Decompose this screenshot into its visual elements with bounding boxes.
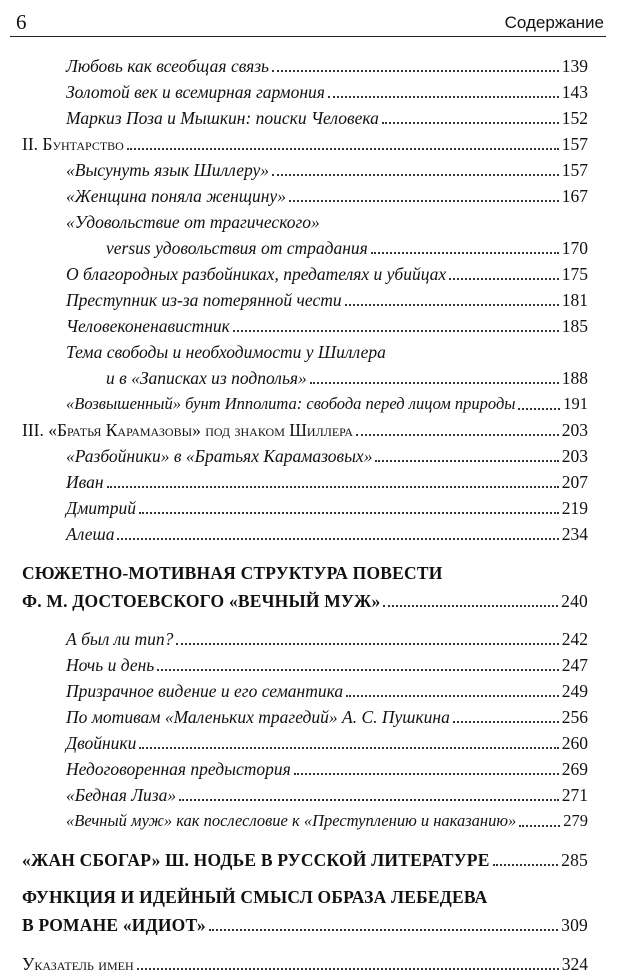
toc-entry-page: 170 (561, 238, 588, 258)
toc-entry-page: 249 (561, 681, 588, 701)
toc-entry-title: «Высунуть язык Шиллеру» (66, 160, 270, 180)
toc-entry-page: 219 (561, 498, 588, 518)
toc-entry (66, 780, 588, 806)
toc-entry-page: 207 (561, 472, 588, 492)
toc-entry (106, 363, 588, 389)
leader-dots (493, 864, 559, 866)
leader-dots (345, 304, 559, 306)
toc-part-entry (22, 415, 588, 441)
toc-entry-title: В РОМАНЕ «ИДИОТ» (22, 915, 206, 935)
running-title: Содержание (504, 13, 604, 32)
leader-dots (157, 669, 559, 671)
toc-entry-title: II. Бунтарство (22, 134, 124, 154)
page-header (10, 6, 606, 37)
leader-dots (518, 408, 560, 410)
leader-dots (519, 825, 560, 827)
toc-entry (66, 806, 588, 832)
toc-entry-title: Указатель имен (22, 954, 134, 974)
toc-entry-title: versus удовольствия от страдания (106, 238, 368, 258)
toc-entry-title: Двойники (66, 733, 137, 753)
toc-entry-title: «Женщина поняла женщину» (66, 186, 286, 206)
toc-entry-page: 203 (561, 446, 588, 466)
leader-dots (310, 382, 559, 384)
toc-part-entry (22, 129, 588, 155)
toc-entry-page: 157 (561, 134, 588, 154)
toc-entry (66, 285, 588, 311)
leader-dots (328, 96, 559, 98)
toc-entry-title: Человеконенавистник (66, 316, 230, 336)
toc-entry-title: Недоговоренная предыстория (66, 759, 291, 779)
leader-dots (356, 434, 559, 436)
leader-dots (209, 929, 558, 931)
toc-entry-page: 157 (561, 160, 588, 180)
toc-index-entry (22, 949, 588, 975)
toc-entry-title: Призрачное видение и его семантика (66, 681, 344, 701)
toc-entry-line1: «Удовольствие от трагического» (66, 212, 320, 232)
toc-entry (66, 441, 588, 467)
toc-entry-title: Ночь и день (66, 655, 155, 675)
leader-dots (139, 747, 558, 749)
toc-entry-line1: Тема свободы и необходимости у Шиллера (66, 342, 386, 362)
toc-entry-page: 175 (561, 264, 588, 284)
leader-dots (346, 695, 559, 697)
toc-entry-page: 247 (561, 655, 588, 675)
toc-entry (66, 702, 588, 728)
toc-entry (66, 155, 588, 181)
toc-entry-page: 234 (561, 524, 588, 544)
toc-entry-title: «Разбойники» в «Братьях Карамазовых» (66, 446, 373, 466)
leader-dots (127, 148, 559, 150)
toc-entry (66, 467, 588, 493)
toc-entry-title: А был ли тип? (66, 629, 174, 649)
section-heading-line1: СЮЖЕТНО-МОТИВНАЯ СТРУКТУРА ПОВЕСТИ (22, 563, 443, 583)
page-number: 6 (16, 10, 27, 34)
toc-entry-title: и в «Записках из подполья» (106, 368, 307, 388)
section-heading-line1: ФУНКЦИЯ И ИДЕЙНЫЙ СМЫСЛ ОБРАЗА ЛЕБЕДЕВА (22, 887, 488, 907)
toc-entry-page: 191 (563, 394, 588, 413)
toc-entry-page: 285 (561, 850, 588, 870)
toc-entry (66, 103, 588, 129)
toc-entry (66, 51, 588, 77)
toc-entry (66, 650, 588, 676)
toc-entry-title: Золотой век и всемирная гармония (66, 82, 325, 102)
leader-dots (137, 968, 559, 970)
leader-dots (383, 605, 558, 607)
toc-entry-title: Любовь как всеобщая связь (66, 56, 270, 76)
toc-entry (66, 493, 588, 519)
toc-entry-page: 203 (561, 420, 588, 440)
toc-entry (66, 624, 588, 650)
leader-dots (375, 460, 558, 462)
toc-entry-title: III. «Братья Карамазовы» под знаком Шиллера (22, 420, 353, 440)
toc-entry (66, 77, 588, 103)
toc-entry-page: 309 (561, 915, 588, 935)
toc-entry-page: 167 (561, 186, 588, 206)
toc-entry (66, 389, 588, 415)
toc-entry-title: О благородных разбойниках, предателях и убийцах (66, 264, 447, 284)
toc-entry-page: 185 (561, 316, 588, 336)
toc-section-entry (22, 910, 588, 936)
toc-entry-page: 240 (561, 591, 588, 611)
leader-dots (179, 799, 559, 801)
toc-entry (66, 519, 588, 545)
leader-dots (289, 200, 559, 202)
toc-entry-title: По мотивам «Маленьких трагедий» А. С. Пушкина (66, 707, 450, 727)
toc-section-entry (22, 845, 588, 871)
toc-entry-page: 188 (561, 368, 588, 388)
toc-entry-title: Преступник из-за потерянной чести (66, 290, 342, 310)
leader-dots (371, 252, 559, 254)
toc-entry-title: «Вечный муж» как послесловие к «Преступлению и наказанию» (66, 811, 517, 830)
toc-entry-page: 139 (561, 56, 588, 76)
toc-entry-page: 181 (561, 290, 588, 310)
toc-entry-page: 279 (563, 811, 588, 830)
toc-entry-title: Алеша (66, 524, 115, 544)
toc-entry-page: 152 (561, 108, 588, 128)
toc-entry-page: 256 (561, 707, 588, 727)
leader-dots (233, 330, 559, 332)
leader-dots (176, 643, 558, 645)
toc-entry-page: 260 (561, 733, 588, 753)
leader-dots (139, 512, 559, 514)
toc-entry (106, 233, 588, 259)
toc-entry-page: 143 (561, 82, 588, 102)
toc-entry-title: Ф. М. ДОСТОЕВСКОГО «ВЕЧНЫЙ МУЖ» (22, 591, 381, 611)
toc-entry (66, 259, 588, 285)
leader-dots (294, 773, 559, 775)
toc-entry-page: 324 (561, 954, 588, 974)
leader-dots (272, 174, 559, 176)
leader-dots (107, 486, 559, 488)
toc-entry-page: 242 (561, 629, 588, 649)
toc-entry (66, 676, 588, 702)
leader-dots (382, 122, 559, 124)
toc-entry-title: «Возвышенный» бунт Ипполита: свобода перед лицом природы (66, 394, 516, 413)
toc-entry-title: «Бедная Лиза» (66, 785, 177, 805)
toc-entry-title: «ЖАН СБОГАР» Ш. НОДЬЕ В РУССКОЙ ЛИТЕРАТУРЕ (22, 850, 490, 870)
toc-entry-page: 271 (561, 785, 588, 805)
leader-dots (449, 278, 559, 280)
toc-entry (66, 181, 588, 207)
toc-entry-title: Маркиз Поза и Мышкин: поиски Человека (66, 108, 379, 128)
leader-dots (453, 721, 559, 723)
toc-entry-title: Иван (66, 472, 104, 492)
toc-entry (66, 311, 588, 337)
toc-entry (66, 754, 588, 780)
toc-entry (66, 728, 588, 754)
leader-dots (117, 538, 558, 540)
toc-entry-title: Дмитрий (66, 498, 136, 518)
toc-entry-page: 269 (561, 759, 588, 779)
leader-dots (272, 70, 559, 72)
toc-section-entry (22, 586, 588, 612)
